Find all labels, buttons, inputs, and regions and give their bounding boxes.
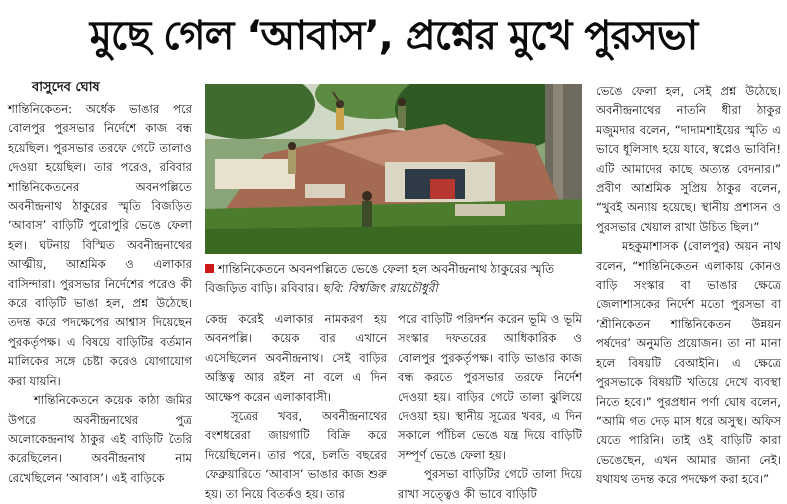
caption-text: শান্তিনিকেতনে অবনপল্লিতে ভেঙে ফেলা হল অবনীন্দ্রনাথ ঠাকুরের স্মৃতি বিজড়িত বাড়ি। রবিবার। (205, 262, 555, 295)
paragraph: শান্তিনিকেতনে কয়েক কাঠা জমির উপরে অবনীন্দ্রনাথের পুত্র অলোকেন্দ্রনাথ ঠাকুর এই বাড়িটি তৈরি করেছিলেন। অবনীন্দ্রনাথ নাম রেখেছিলেন ‘আবাস’। এই বাড়িকে (8, 393, 192, 485)
paragraph: কেন্দ্র করেই এলাকার নামকরণ হয় অবনপল্লি। কয়েক বার এখানে এসেছিলেন অবনীন্দ্রনাথ। সেই বাড়ির অস্তিত্ব আর রইল না বলে এ দিন আক্ষেপ করেন এলাকাবাসী। (205, 312, 387, 404)
paragraph: ভেঙে ফেলা হল, সেই প্রশ্ন উঠেছে। অবনীন্দ্রনাথের নাতনি ধীরা ঠাকুর মজুমদার বলেন, “দাদামশাইয়ের স্মৃতি এ ভাবে ধূলিসাৎ হয়ে যাবে, স্বপ্নেও ভাবিনি! এটি আমাদের কাছে অত্যন্ত বেদনার।” প্রবীণ আশ্রমিক সুপ্রিয় ঠাকুর বলেন, “খুবই অন্যায় হয়েছে। স্থানীয় প্রশাসন ও পুরসভার খেয়াল রাখা উচিত ছিল।” (596, 84, 781, 234)
byline: বাসুদেব ঘোষ (32, 80, 100, 95)
paragraph: শান্তিনিকেতন: অর্ধেক ভাঙার পরে বোলপুর পুরসভার নির্দেশে কাজ বন্ধ হয়েছিল। পুরসভার তরফে গেটে তালাও দেওয়া হয়েছিল। তার পরেও, রবিবার শান্তিনিকেতনের অবনপল্লিতে অবনীন্দ্রনাথ ঠাকুরের স্মৃতি বিজড়িত ‘আবাস’ বাড়িটি পুরোপুরি ভেঙে ফেলা হল। ঘটনায় বিস্মিত অবনীন্দ্রনাথের আত্মীয়, আশ্রমিক ও এলাকার বাসিন্দারা। পুরসভার নির্দেশের পরেও কী করে বাড়িটি ভাঙা হল, প্রশ্ন উঠেছে। তদন্ত করে পদক্ষেপের আশ্বাস দিয়েছেন পুরকর্তৃপক্ষ। এ বিষয়ে বাড়িটির বর্তমান মালিকের সঙ্গে চেষ্টা করেও যোগাযোগ করা যায়নি। (8, 102, 192, 388)
article-column-3 (398, 310, 582, 504)
article-column-1 (8, 100, 192, 488)
article-column-2 (205, 310, 387, 504)
paragraph: পরে বাড়িটি পরিদর্শন করেন ভূমি ও ভূমি সংস্কার দফতরের আধিকারিক ও বোলপুর পুরকর্তৃপক্ষ। বাড়ি ভাঙার কাজ বন্ধ করতে পুরসভার তরফে নির্দেশ দেওয়া হয়। বাড়ির গেটে তালা ঝুলিয়ে দেওয়া হয়। স্থানীয় সূত্রের খবর, এ দিন সকালে পাঁচিল ভেঙে যন্ত্র দিয়ে বাড়িটি সম্পূর্ণ ভেঙে ফেলা হয়। (398, 312, 582, 462)
photo-credit: ছবি: বিশ্বজিৎ রায়চৌধুরী (322, 281, 438, 295)
article-column-4 (596, 82, 781, 490)
paragraph: মহকুমাশাসক (বোলপুর) অয়ন নাথ বলেন, “শান্তিনিকেতন এলাকায় কোনও বাড়ি সংস্কার বা ভাঙার ক্ষেত্রে জেলাশাসকের নির্দেশ মতো পুরসভা বা ‘শ্রীনিকেতন শান্তিনিকেতন উন্নয়ন পর্ষদের’ অনুমতি প্রয়োজন। তা না মানা হলে বিষয়টি বেআইনি। এ ক্ষেত্রে পুরসভাকে বিষয়টি খতিয়ে দেখে ব্যবস্থা নিতে হবে।” পুরপ্রধান পর্ণা ঘোষ বলেন, “আমি গত দেড় মাস ধরে অসুস্থ। অফিস যেতে পারিনি। তাই ওই বাড়িটি কারা ভেঙেছেন, এখন আমার জানা নেই। যথাযথ তদন্ত করে পদক্ষেপ করা হবে।” (596, 239, 781, 487)
headline: মুছে গেল ‘আবাস’, প্রশ্নের মুখে পুরসভা (89, 13, 698, 59)
photo-caption (205, 260, 582, 298)
paragraph: পুরসভা বাড়িটির গেটে তালা দিয়ে রাখা সত্ত্বেও কী ভাবে বাড়িটি (398, 467, 582, 501)
caption-marker (205, 264, 214, 273)
paragraph: সূত্রের খবর, অবনীন্দ্রনাথের বংশধরেরা জায়গাটি বিক্রি করে দিয়েছিলেন। তার পরে, চলতি বছরের ফেব্রুয়ারিতে ‘আবাস’ ভাঙার কাজ শুরু হয়। তা নিয়ে বিতর্কও হয়। তার (205, 409, 387, 501)
demolition-photo (205, 84, 582, 254)
